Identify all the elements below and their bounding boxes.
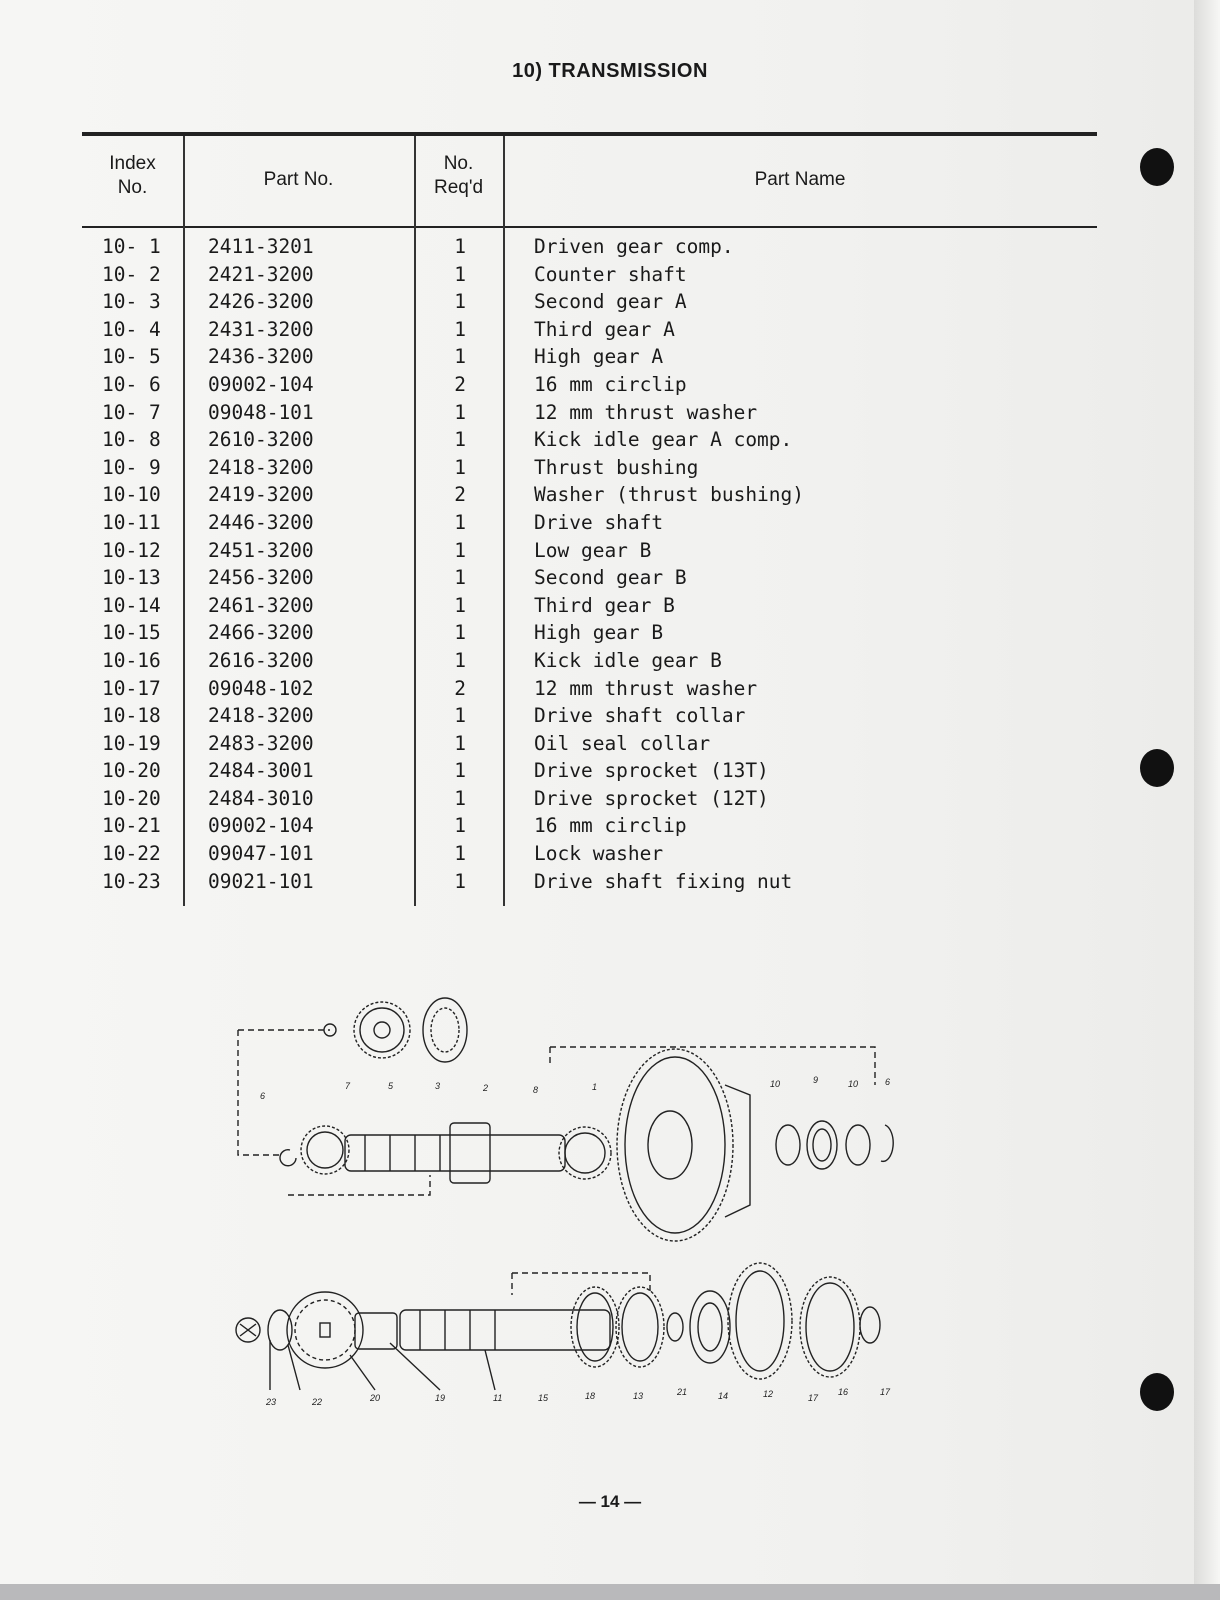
table-top-rule xyxy=(82,132,1097,136)
part-name-cell: Third gear A xyxy=(534,317,675,341)
index-cell: 10-15 xyxy=(102,621,161,645)
table-body xyxy=(82,233,1097,895)
svg-text:10: 10 xyxy=(848,1079,859,1089)
quantity-cell: 1 xyxy=(454,510,466,534)
quantity-cell: 1 xyxy=(454,869,466,893)
part-number-cell: 09048-101 xyxy=(208,400,314,424)
header-req-line1: No. xyxy=(443,153,474,174)
svg-text:10: 10 xyxy=(770,1079,781,1089)
index-cell: 10-16 xyxy=(102,648,161,672)
table-row xyxy=(82,785,1097,813)
index-cell: 10-18 xyxy=(102,704,161,728)
binder-hole-top xyxy=(1140,148,1174,186)
page-number: — 14 — xyxy=(578,1492,642,1511)
part-number-cell: 09021-101 xyxy=(208,869,314,893)
quantity-cell: 1 xyxy=(454,814,466,838)
part-name-cell: Kick idle gear A comp. xyxy=(534,428,793,452)
table-row xyxy=(82,564,1097,592)
part-name-cell: Drive shaft fixing nut xyxy=(534,869,793,893)
table-row xyxy=(82,426,1097,454)
quantity-cell: 1 xyxy=(454,400,466,424)
quantity-cell: 1 xyxy=(454,290,466,314)
quantity-cell: 1 xyxy=(454,235,466,258)
table-row xyxy=(82,868,1097,896)
part-number-cell: 2484-3001 xyxy=(208,759,314,783)
index-cell: 10-14 xyxy=(102,593,161,617)
svg-text:19: 19 xyxy=(435,1393,446,1403)
table-row xyxy=(82,371,1097,399)
table-row xyxy=(82,647,1097,675)
svg-text:23: 23 xyxy=(266,1397,277,1407)
svg-text:17: 17 xyxy=(808,1393,819,1403)
part-name-cell: Washer (thrust bushing) xyxy=(534,483,805,507)
quantity-cell: 1 xyxy=(454,455,466,479)
svg-text:6: 6 xyxy=(260,1091,266,1101)
svg-text:9: 9 xyxy=(813,1075,819,1085)
part-name-cell: Second gear A xyxy=(534,290,687,314)
table-row xyxy=(82,454,1097,482)
table-row xyxy=(82,840,1097,868)
quantity-cell: 1 xyxy=(454,731,466,755)
header-part-no: Part No. xyxy=(263,169,334,190)
part-number-cell: 09002-104 xyxy=(208,814,314,838)
part-name-cell: Counter shaft xyxy=(534,262,687,286)
part-number-cell: 09047-101 xyxy=(208,842,314,866)
binder-hole-bottom xyxy=(1140,1373,1174,1411)
part-name-cell: Lock washer xyxy=(534,842,664,866)
index-cell: 10- 4 xyxy=(102,317,161,341)
part-number-cell: 2431-3200 xyxy=(208,317,314,341)
part-number-cell: 2484-3010 xyxy=(208,786,314,810)
part-name-cell: Second gear B xyxy=(534,566,687,590)
table-row xyxy=(82,233,1097,261)
header-req-line2: Req'd xyxy=(433,177,484,198)
quantity-cell: 1 xyxy=(454,345,466,369)
svg-text:3: 3 xyxy=(435,1081,441,1091)
part-number-cell: 2436-3200 xyxy=(208,345,314,369)
part-name-cell: Driven gear comp. xyxy=(534,235,734,258)
quantity-cell: 1 xyxy=(454,566,466,590)
part-number-cell: 2616-3200 xyxy=(208,648,314,672)
scan-bottom-border xyxy=(0,1584,1220,1600)
part-number-cell: 2483-3200 xyxy=(208,731,314,755)
part-number-cell: 2418-3200 xyxy=(208,455,314,479)
table-row xyxy=(82,812,1097,840)
quantity-cell: 1 xyxy=(454,593,466,617)
index-cell: 10- 5 xyxy=(102,345,161,369)
table-row xyxy=(82,509,1097,537)
index-cell: 10- 1 xyxy=(102,235,161,258)
index-cell: 10-19 xyxy=(102,731,161,755)
part-number-cell: 2418-3200 xyxy=(208,704,314,728)
index-cell: 10- 6 xyxy=(102,372,161,396)
index-cell: 10-21 xyxy=(102,814,161,838)
part-number-cell: 09002-104 xyxy=(208,372,314,396)
header-index xyxy=(82,152,183,200)
svg-text:17: 17 xyxy=(880,1387,891,1397)
index-cell: 10-11 xyxy=(102,510,161,534)
header-index-line2: No. xyxy=(117,177,148,198)
quantity-cell: 1 xyxy=(454,842,466,866)
table-row xyxy=(82,399,1097,427)
svg-text:14: 14 xyxy=(718,1391,729,1401)
part-name-cell: 16 mm circlip xyxy=(534,372,687,396)
table-row xyxy=(82,261,1097,289)
part-name-cell: 12 mm thrust washer xyxy=(534,400,758,424)
quantity-cell: 1 xyxy=(454,428,466,452)
quantity-cell: 1 xyxy=(454,262,466,286)
table-row xyxy=(82,343,1097,371)
quantity-cell: 1 xyxy=(454,621,466,645)
svg-text:1: 1 xyxy=(592,1082,598,1092)
svg-text:16: 16 xyxy=(838,1387,849,1397)
svg-text:8: 8 xyxy=(533,1085,539,1095)
svg-text:7: 7 xyxy=(345,1081,351,1091)
svg-text:15: 15 xyxy=(538,1393,549,1403)
part-name-cell: 12 mm thrust washer xyxy=(534,676,758,700)
index-cell: 10- 3 xyxy=(102,290,161,314)
part-name-cell: High gear B xyxy=(534,621,664,645)
table-header-rule xyxy=(82,226,1097,228)
table-row xyxy=(82,592,1097,620)
part-number-cell: 2466-3200 xyxy=(208,621,314,645)
quantity-cell: 2 xyxy=(454,676,466,700)
part-number-cell: 2461-3200 xyxy=(208,593,314,617)
section-title: 10) TRANSMISSION xyxy=(512,60,708,82)
part-name-cell: Drive sprocket (13T) xyxy=(534,759,769,783)
index-cell: 10-12 xyxy=(102,538,161,562)
quantity-cell: 1 xyxy=(454,538,466,562)
index-cell: 10-13 xyxy=(102,566,161,590)
part-name-cell: Oil seal collar xyxy=(534,731,711,755)
index-cell: 10-22 xyxy=(102,842,161,866)
svg-text:2: 2 xyxy=(483,1083,489,1093)
svg-text:11: 11 xyxy=(493,1393,503,1403)
svg-text:20: 20 xyxy=(370,1393,381,1403)
part-number-cell: 09048-102 xyxy=(208,676,314,700)
part-name-cell: Drive shaft xyxy=(534,510,664,534)
transmission-exploded-diagram xyxy=(230,995,930,1440)
part-name-cell: Low gear B xyxy=(534,538,652,562)
quantity-cell: 1 xyxy=(454,704,466,728)
part-name-cell: Third gear B xyxy=(534,593,675,617)
binder-hole-middle xyxy=(1140,749,1174,787)
index-cell: 10-17 xyxy=(102,676,161,700)
table-row xyxy=(82,481,1097,509)
part-name-cell: High gear A xyxy=(534,345,664,369)
part-number-cell: 2610-3200 xyxy=(208,428,314,452)
parts-table xyxy=(82,132,1097,907)
quantity-cell: 1 xyxy=(454,648,466,672)
quantity-cell: 1 xyxy=(454,759,466,783)
index-cell: 10-23 xyxy=(102,869,161,893)
svg-text:13: 13 xyxy=(633,1391,644,1401)
table-row xyxy=(82,288,1097,316)
header-part-name: Part Name xyxy=(754,169,846,190)
part-number-cell: 2411-3201 xyxy=(208,235,314,258)
part-name-cell: Kick idle gear B xyxy=(534,648,722,672)
table-row xyxy=(82,316,1097,344)
part-name-cell: Drive shaft collar xyxy=(534,704,746,728)
index-cell: 10- 9 xyxy=(102,455,161,479)
index-cell: 10- 2 xyxy=(102,262,161,286)
index-cell: 10- 8 xyxy=(102,428,161,452)
svg-text:12: 12 xyxy=(763,1389,774,1399)
index-cell: 10- 7 xyxy=(102,400,161,424)
table-row xyxy=(82,537,1097,565)
part-name-cell: 16 mm circlip xyxy=(534,814,687,838)
table-row xyxy=(82,702,1097,730)
part-number-cell: 2421-3200 xyxy=(208,262,314,286)
svg-text:22: 22 xyxy=(312,1397,323,1407)
quantity-cell: 2 xyxy=(454,372,466,396)
index-cell: 10-10 xyxy=(102,483,161,507)
table-row xyxy=(82,619,1097,647)
header-req xyxy=(414,152,503,200)
index-cell: 10-20 xyxy=(102,759,161,783)
part-number-cell: 2446-3200 xyxy=(208,510,314,534)
table-row xyxy=(82,757,1097,785)
svg-text:5: 5 xyxy=(388,1081,394,1091)
part-number-cell: 2426-3200 xyxy=(208,290,314,314)
header-index-line1: Index xyxy=(109,153,156,174)
svg-text:6: 6 xyxy=(885,1077,891,1087)
part-number-cell: 2456-3200 xyxy=(208,566,314,590)
part-name-cell: Thrust bushing xyxy=(534,455,699,479)
page-edge xyxy=(1194,0,1220,1600)
part-number-cell: 2419-3200 xyxy=(208,483,314,507)
part-number-cell: 2451-3200 xyxy=(208,538,314,562)
svg-text:18: 18 xyxy=(585,1391,596,1401)
table-row xyxy=(82,730,1097,758)
index-cell: 10-20 xyxy=(102,786,161,810)
quantity-cell: 1 xyxy=(454,317,466,341)
part-name-cell: Drive sprocket (12T) xyxy=(534,786,769,810)
quantity-cell: 2 xyxy=(454,483,466,507)
svg-text:21: 21 xyxy=(677,1387,688,1397)
table-row xyxy=(82,675,1097,703)
quantity-cell: 1 xyxy=(454,786,466,810)
